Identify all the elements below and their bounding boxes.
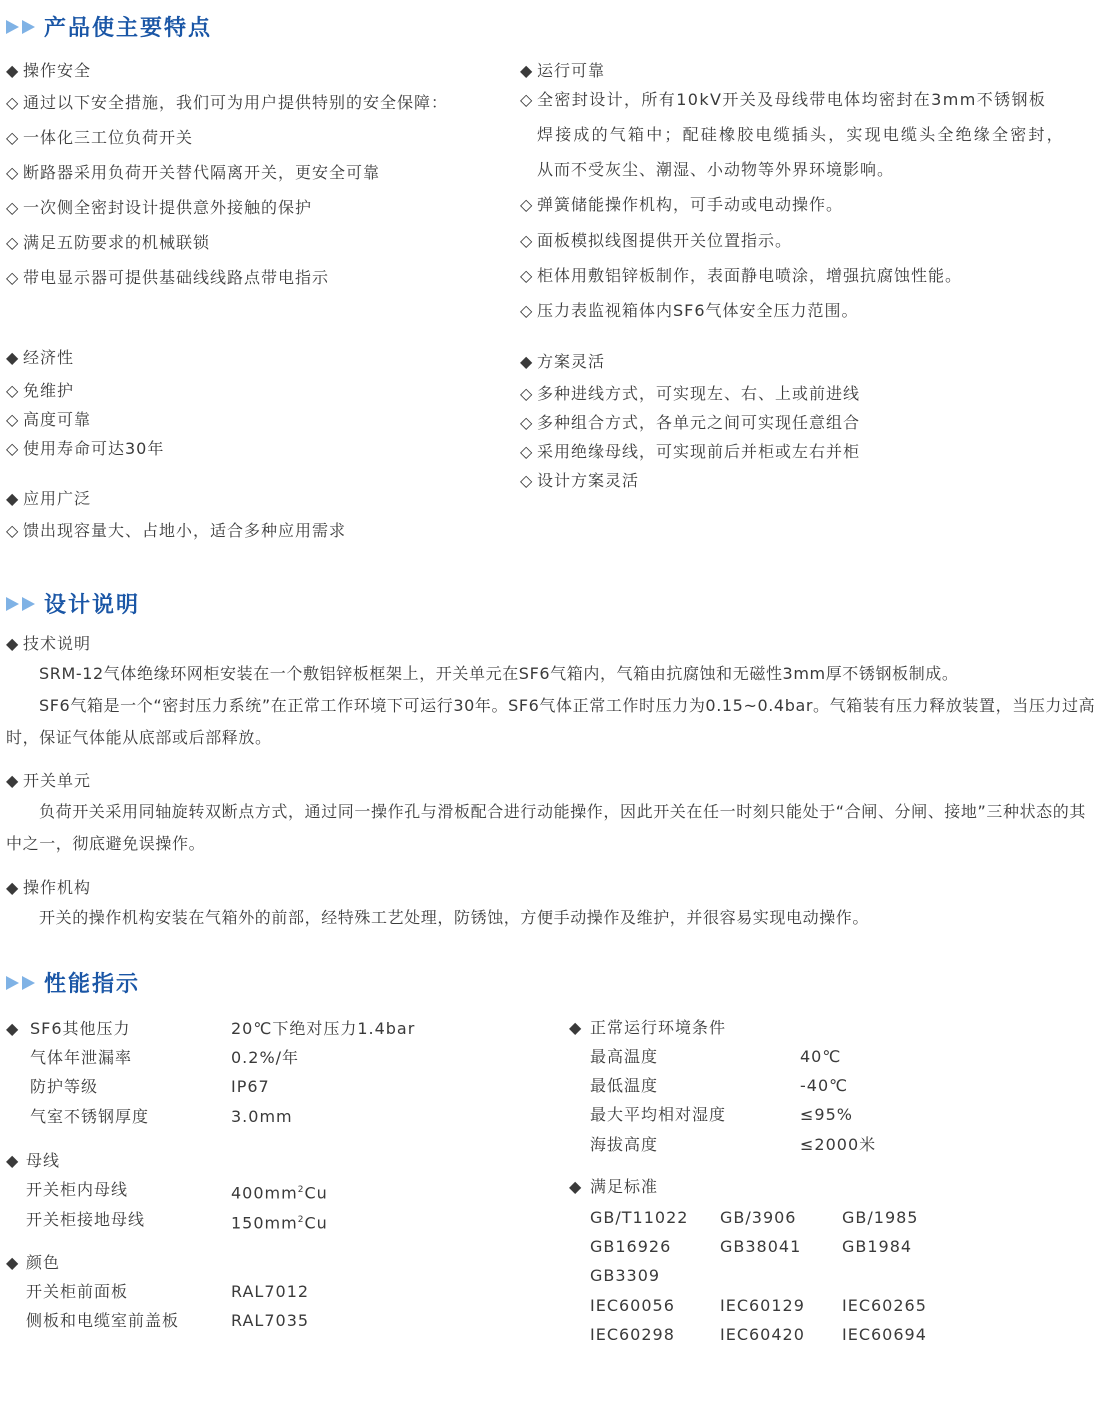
hollow-diamond-icon: ◇ — [520, 231, 534, 250]
list-item: ◇ 带电显示器可提供基础线线路点带电指示 — [6, 268, 330, 287]
spec-value: -40℃ — [800, 1076, 849, 1095]
filled-diamond-icon: ◆ — [6, 1253, 20, 1272]
spec-value: ≤95% — [800, 1105, 853, 1124]
section-title: 产品使主要特点 — [44, 16, 213, 41]
paragraph: 负荷开关采用同轴旋转双断点方式，通过同一操作孔与滑板配合进行动能操作，因此开关在任一时刻只能处于“合闸、分闸、接地”三种状态的其中之一，彻底避免误操作。 — [6, 802, 1086, 853]
double-arrow-icon — [6, 20, 40, 34]
spec-value: ≤2000米 — [800, 1135, 877, 1154]
spec-value: 0.2%/年 — [231, 1048, 300, 1067]
list-item: ◇ 高度可靠 — [6, 410, 92, 429]
hollow-diamond-icon: ◇ — [6, 128, 20, 147]
standard-code: GB16926 — [590, 1237, 672, 1256]
list-item-continuation: 从而不受灰尘、潮湿、小动物等外界环境影响。 — [537, 160, 895, 179]
standard-code: IEC60265 — [842, 1296, 927, 1315]
list-item: ◇ 一次侧全密封设计提供意外接触的保护 — [6, 198, 313, 217]
hollow-diamond-icon: ◇ — [520, 442, 534, 461]
spec-value: IP67 — [231, 1077, 270, 1096]
hollow-diamond-icon: ◇ — [520, 266, 534, 285]
filled-diamond-icon: ◆ — [6, 1019, 20, 1038]
environment-heading: ◆ 正常运行环境条件 — [569, 1018, 727, 1037]
spec-value: 3.0mm — [231, 1107, 293, 1126]
spec-label: 海拔高度 — [590, 1135, 659, 1154]
hollow-diamond-icon: ◇ — [6, 198, 20, 217]
filled-diamond-icon: ◆ — [6, 634, 20, 653]
spec-label: 气体年泄漏率 — [30, 1048, 133, 1067]
hollow-diamond-icon: ◇ — [6, 381, 20, 400]
standard-code: GB1984 — [842, 1237, 913, 1256]
tech-heading: ◆ 技术说明 — [6, 634, 92, 653]
hollow-diamond-icon: ◇ — [520, 471, 534, 490]
filled-diamond-icon: ◆ — [6, 61, 20, 80]
list-item: ◇ 使用寿命可达30年 — [6, 439, 165, 458]
hollow-diamond-icon: ◇ — [520, 195, 534, 214]
filled-diamond-icon: ◆ — [6, 771, 20, 790]
list-item: ◇ 柜体用敷铝锌板制作，表面静电喷涂，增强抗腐蚀性能。 — [520, 266, 963, 285]
flexible-heading: ◆ 方案灵活 — [520, 352, 606, 371]
filled-diamond-icon: ◆ — [569, 1177, 583, 1196]
list-item: ◇ 设计方案灵活 — [520, 471, 640, 490]
busbar-heading: ◆ 母线 — [6, 1151, 61, 1170]
filled-diamond-icon: ◆ — [520, 352, 534, 371]
hollow-diamond-icon: ◇ — [6, 439, 20, 458]
spec-label: 最大平均相对湿度 — [590, 1105, 727, 1124]
filled-diamond-icon: ◆ — [6, 489, 20, 508]
spec-value: 40℃ — [800, 1047, 842, 1066]
list-item: ◇ 采用绝缘母线，可实现前后并柜或左右并柜 — [520, 442, 861, 461]
list-item: ◇ 免维护 — [6, 381, 75, 400]
list-item: ◇ 断路器采用负荷开关替代隔离开关，更安全可靠 — [6, 163, 381, 182]
list-item: ◇ 多种进线方式，可实现左、右、上或前进线 — [520, 384, 861, 403]
standard-code: GB/T11022 — [590, 1208, 689, 1227]
hollow-diamond-icon: ◇ — [6, 233, 20, 252]
spec-value: RAL7035 — [231, 1311, 310, 1330]
paragraph: SF6气箱是一个“密封压力系统”在正常工作环境下可运行30年。SF6气体正常工作时压力为0.15~0.4bar。气箱装有压力释放装置，当压力过高时，保证气体能从底部或后部释放。 — [6, 696, 1096, 747]
double-arrow-icon — [6, 597, 40, 611]
filled-diamond-icon: ◆ — [6, 1151, 20, 1170]
filled-diamond-icon: ◆ — [520, 61, 534, 80]
paragraph: 开关的操作机构安装在气箱外的前部，经特殊工艺处理，防锈蚀，方便手动操作及维护，并很容易实现电动操作。 — [39, 908, 870, 927]
hollow-diamond-icon: ◇ — [520, 413, 534, 432]
list-item: ◇ 压力表监视箱体内SF6气体安全压力范围。 — [520, 301, 859, 320]
safety-heading: ◆ 操作安全 — [6, 61, 92, 80]
spec-value: $400mm^2Cu$ — [231, 1183, 328, 1203]
list-item-continuation: 焊接成的气箱中；配硅橡胶电缆插头，实现电缆头全绝缘全密封， — [537, 125, 1065, 144]
standard-code: IEC60129 — [720, 1296, 805, 1315]
list-item: ◇ 面板模拟线图提供开关位置指示。 — [520, 231, 793, 250]
spec-row: ◆ SF6其他压力 — [6, 1019, 131, 1038]
spec-label: 气室不锈钢厚度 — [30, 1107, 150, 1126]
spec-value: 20℃下绝对压力1.4bar — [231, 1019, 416, 1038]
hollow-diamond-icon: ◇ — [6, 410, 20, 429]
standard-code: IEC60694 — [842, 1325, 927, 1344]
standards-heading: ◆ 满足标准 — [569, 1177, 659, 1196]
color-heading: ◆ 颜色 — [6, 1253, 61, 1272]
application-heading: ◆ 应用广泛 — [6, 489, 92, 508]
hollow-diamond-icon: ◇ — [6, 93, 20, 112]
standard-code: IEC60056 — [590, 1296, 675, 1315]
spec-label: 侧板和电缆室前盖板 — [26, 1311, 180, 1330]
hollow-diamond-icon: ◇ — [520, 90, 534, 109]
list-item: ◇ 满足五防要求的机械联锁 — [6, 233, 211, 252]
standard-code: IEC60298 — [590, 1325, 675, 1344]
hollow-diamond-icon: ◇ — [6, 521, 20, 540]
section-title: 性能指示 — [44, 972, 141, 997]
list-item: ◇ 通过以下安全措施，我们可为用户提供特别的安全保障： — [6, 93, 449, 112]
hollow-diamond-icon: ◇ — [6, 163, 20, 182]
standard-code: IEC60420 — [720, 1325, 805, 1344]
economy-heading: ◆ 经济性 — [6, 348, 75, 367]
section-title: 设计说明 — [44, 593, 141, 618]
standard-code: GB/3906 — [720, 1208, 797, 1227]
filled-diamond-icon: ◆ — [569, 1018, 583, 1037]
list-item: ◇ 全密封设计，所有10kV开关及母线带电体均密封在3mm不锈钢板 — [520, 90, 1047, 109]
double-arrow-icon — [6, 976, 40, 990]
list-item: ◇ 多种组合方式，各单元之间可实现任意组合 — [520, 413, 861, 432]
list-item: ◇ 馈出现容量大、占地小，适合多种应用需求 — [6, 521, 347, 540]
spec-label: 开关柜前面板 — [26, 1282, 129, 1301]
filled-diamond-icon: ◆ — [6, 878, 20, 897]
filled-diamond-icon: ◆ — [6, 348, 20, 367]
hollow-diamond-icon: ◇ — [6, 268, 20, 287]
list-item: ◇ 弹簧储能操作机构，可手动或电动操作。 — [520, 195, 844, 214]
reliable-heading: ◆ 运行可靠 — [520, 61, 606, 80]
spec-label: 开关柜内母线 — [26, 1180, 129, 1199]
spec-value: $150mm^2Cu$ — [231, 1213, 328, 1233]
standard-code: GB38041 — [720, 1237, 802, 1256]
mechanism-heading: ◆ 操作机构 — [6, 878, 92, 897]
standard-code: GB3309 — [590, 1266, 661, 1285]
spec-label: 开关柜接地母线 — [26, 1210, 146, 1229]
spec-label: 最高温度 — [590, 1047, 659, 1066]
spec-value: RAL7012 — [231, 1282, 310, 1301]
spec-label: 防护等级 — [30, 1077, 99, 1096]
hollow-diamond-icon: ◇ — [520, 384, 534, 403]
switch-heading: ◆ 开关单元 — [6, 771, 92, 790]
spec-label: 最低温度 — [590, 1076, 659, 1095]
standard-code: GB/1985 — [842, 1208, 919, 1227]
hollow-diamond-icon: ◇ — [520, 301, 534, 320]
paragraph: SRM-12气体绝缘环网柜安装在一个敷铝锌板框架上，开关单元在SF6气箱内，气箱由抗腐蚀和无磁性3mm厚不锈钢板制成。 — [39, 664, 959, 683]
list-item: ◇ 一体化三工位负荷开关 — [6, 128, 194, 147]
